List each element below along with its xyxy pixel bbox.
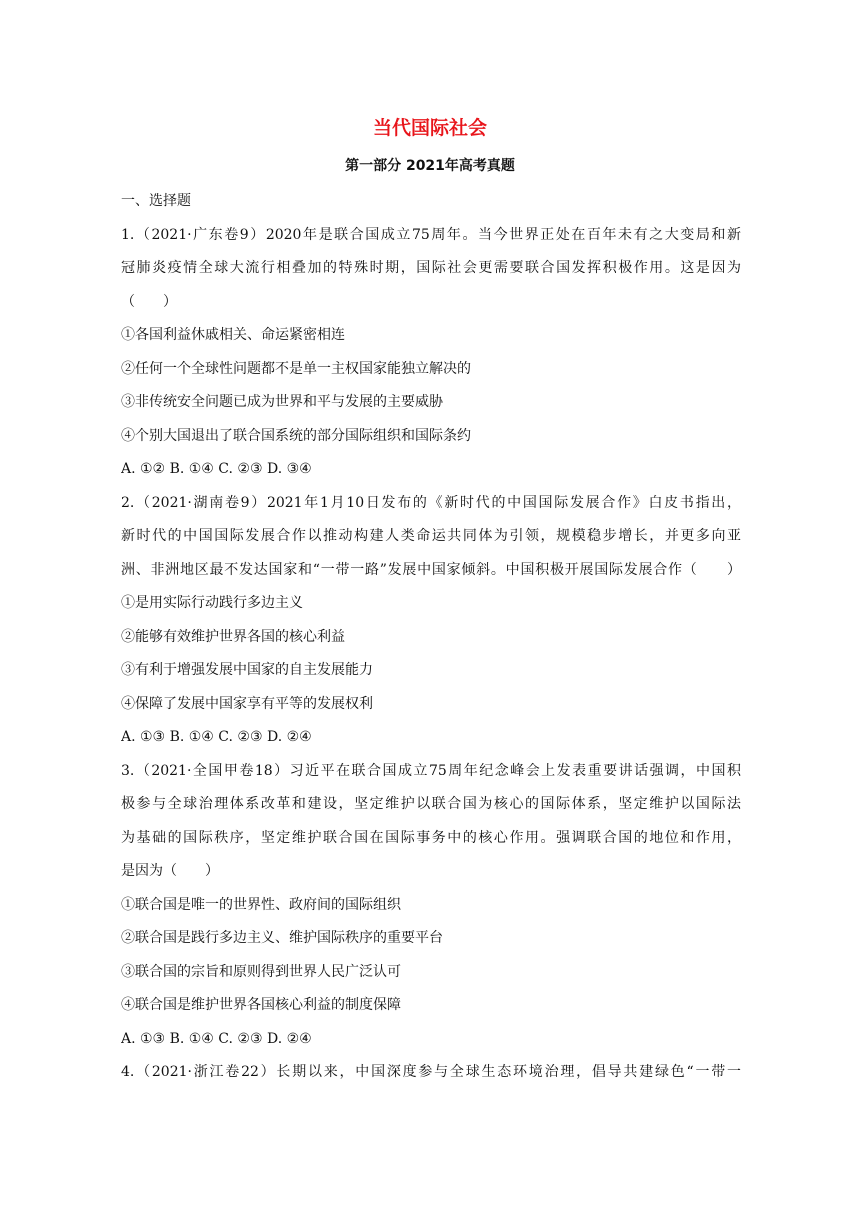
option-statement: ③非传统安全问题已成为世界和平与发展的主要威胁	[121, 394, 443, 410]
option-statement: ①各国利益休戚相关、命运紧密相连	[121, 327, 345, 343]
question-stem-line: （ ）	[121, 293, 177, 310]
question-stem-line: 2.（2021·湖南卷9）2021年1月10日发布的《新时代的中国国际发展合作》白皮书指出，	[121, 494, 741, 511]
question-stem-line: 洲、非洲地区最不发达国家和“一带一路”发展中国家倾斜。中国积极开展国际发展合作（ ）	[121, 561, 741, 578]
option-statement: ①是用实际行动践行多边主义	[121, 595, 303, 611]
question-stem-line: 是因为（ ）	[121, 863, 219, 879]
option-statement: ③联合国的宗旨和原则得到世界人民广泛认可	[121, 963, 401, 980]
option-statement: ④个别大国退出了联合国系统的部分国际组织和国际条约	[121, 427, 471, 444]
question-stem-line: 新时代的中国国际发展合作以推动构建人类命运共同体为引领，规模稳步增长，并更多向亚	[121, 528, 741, 544]
question-stem-line: 为基础的国际秩序，坚定维护联合国在国际事务中的核心作用。强调联合国的地位和作用，	[121, 829, 741, 846]
question-3	[121, 755, 741, 1057]
part-heading: 第一部分 2021年高考真题	[345, 158, 515, 174]
question-stem-line: 冠肺炎疫情全球大流行相叠加的特殊时期，国际社会更需要联合国发挥积极作用。这是因为	[121, 260, 741, 276]
option-statement: ④联合国是维护世界各国核心利益的制度保障	[121, 997, 401, 1013]
question-stem-line: 极参与全球治理体系改革和建设，坚定维护以联合国为核心的国际体系，坚定维护以国际法	[121, 796, 741, 812]
question-stem-line: 3.（2021·全国甲卷18）习近平在联合国成立75周年纪念峰会上发表重要讲话强调，中国积	[121, 762, 741, 779]
answer-choices: A. ①③ B. ①④ C. ②③ D. ②④	[121, 1030, 312, 1047]
option-statement: ③有利于增强发展中国家的自主发展能力	[121, 662, 373, 678]
option-statement: ④保障了发展中国家享有平等的发展权利	[121, 695, 373, 712]
content-body	[121, 185, 741, 1090]
option-statement: ②能够有效维护世界各国的核心利益	[121, 628, 345, 645]
option-statement: ①联合国是唯一的世界性、政府间的国际组织	[121, 896, 401, 913]
answer-choices: A. ①③ B. ①④ C. ②③ D. ②④	[121, 729, 312, 745]
question-4	[121, 1056, 741, 1090]
question-stem-line: 1.（2021·广东卷9）2020年是联合国成立75周年。当今世界正处在百年未有之大变局和新	[121, 226, 741, 243]
option-statement: ②联合国是践行多边主义、维护国际秩序的重要平台	[121, 930, 443, 946]
question-1	[121, 219, 741, 487]
section-heading: 一、选择题	[121, 193, 191, 209]
question-stem-line: 4.（2021·浙江卷22）长期以来，中国深度参与全球生态环境治理，倡导共建绿色“一带一	[121, 1064, 741, 1080]
question-2	[121, 487, 741, 755]
page-title: 当代国际社会	[372, 117, 487, 139]
answer-choices: A. ①② B. ①④ C. ②③ D. ③④	[121, 461, 312, 477]
option-statement: ②任何一个全球性问题都不是单一主权国家能独立解决的	[121, 360, 471, 377]
